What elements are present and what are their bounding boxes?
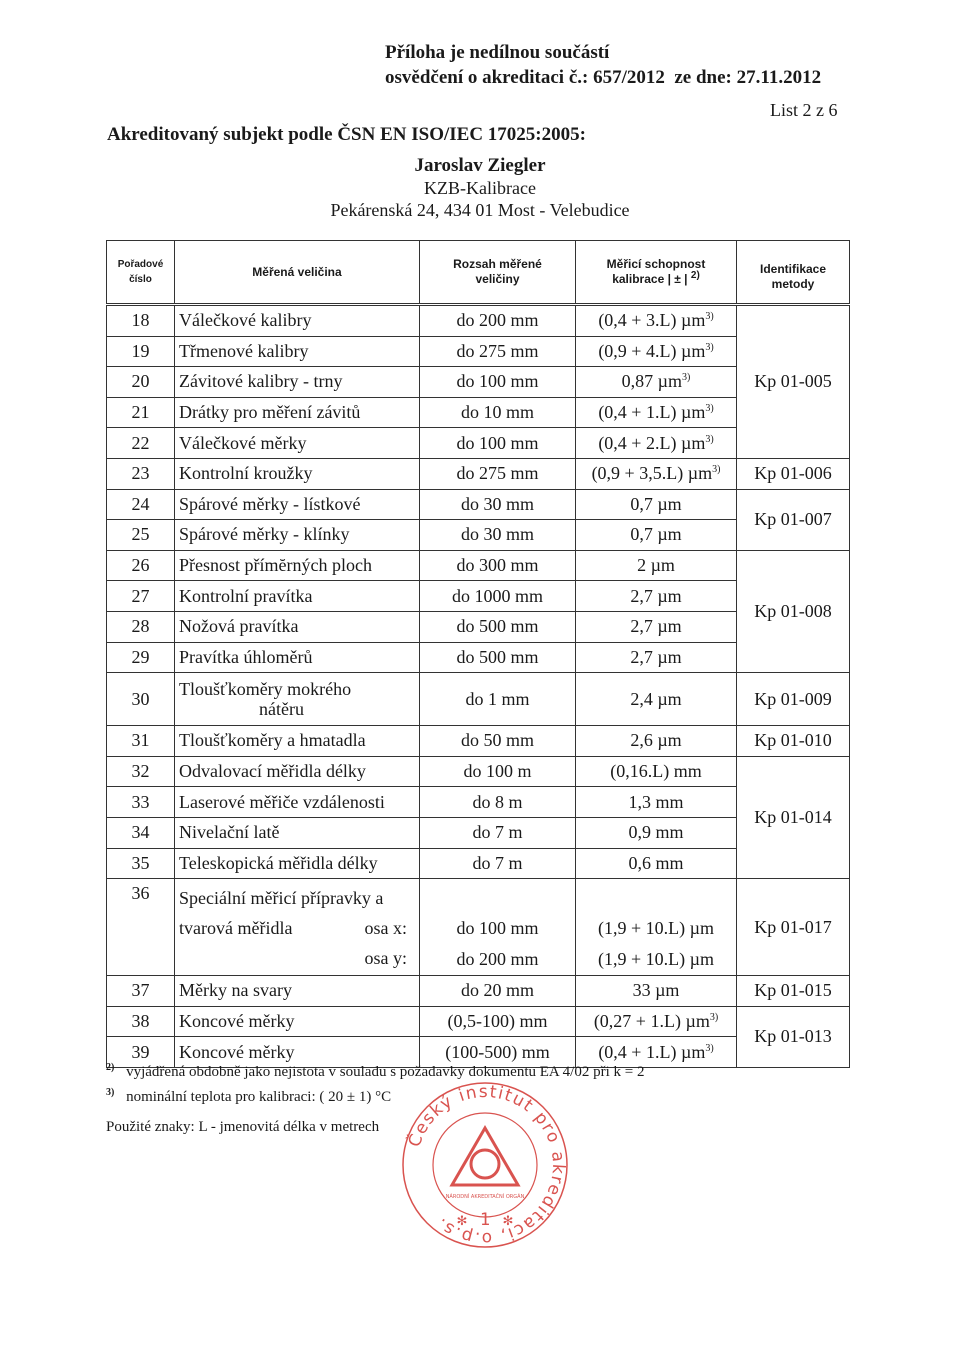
header-capability-sup: 2) bbox=[690, 270, 700, 281]
row-number: 35 bbox=[107, 848, 175, 879]
row-capability bbox=[576, 305, 737, 337]
row-method: Kp 01-008 bbox=[737, 550, 850, 672]
quantity-line-2: nátěru bbox=[259, 699, 304, 720]
company-subtitle: KZB-Kalibrace bbox=[424, 178, 536, 198]
company-name: Jaroslav Ziegler bbox=[414, 155, 546, 176]
row-number: 22 bbox=[107, 428, 175, 459]
row-capability: 2,4 µm bbox=[576, 673, 737, 726]
header-range bbox=[420, 241, 576, 305]
range-y: do 200 mm bbox=[456, 949, 539, 970]
footnote-ref: 3) bbox=[709, 1011, 719, 1023]
row-quantity bbox=[175, 673, 420, 726]
stamp-inner-text: NÁRODNÍ AKREDITAČNÍ ORGÁN bbox=[445, 1194, 525, 1200]
table-row bbox=[107, 305, 850, 337]
header-capability-l1: Měřicí schopnost bbox=[606, 257, 706, 271]
footnote-3 bbox=[106, 1087, 391, 1107]
table-row bbox=[107, 1006, 850, 1037]
row-capability bbox=[576, 367, 737, 398]
row-number: 24 bbox=[107, 489, 175, 520]
row-quantity: Měrky na svary bbox=[175, 976, 420, 1007]
stamp-number: 1 bbox=[479, 1210, 491, 1230]
row-capability bbox=[576, 879, 737, 976]
row-range: do 100 mm bbox=[420, 428, 576, 459]
table-row bbox=[107, 879, 850, 976]
row-range: do 30 mm bbox=[420, 489, 576, 520]
row-number: 36 bbox=[107, 879, 175, 976]
header-method-l2: metody bbox=[771, 277, 815, 291]
row-number: 20 bbox=[107, 367, 175, 398]
row-range: do 275 mm bbox=[420, 336, 576, 367]
row-number: 33 bbox=[107, 787, 175, 818]
row-capability bbox=[576, 1006, 737, 1037]
header-range-l2: veličiny bbox=[475, 272, 520, 286]
axis-x-label: osa x: bbox=[364, 918, 407, 939]
quantity-line-1: Tloušťkoměry mokrého bbox=[179, 679, 352, 700]
footnote-ref: 3) bbox=[682, 372, 691, 384]
row-capability: 2,7 µm bbox=[576, 611, 737, 642]
row-quantity: Tloušťkoměry a hmatadla bbox=[175, 726, 420, 757]
row-quantity: Závitové kalibry - trny bbox=[175, 367, 420, 398]
table-row bbox=[107, 489, 850, 520]
capability-value: (0,27 + 1.L) µm bbox=[593, 1010, 710, 1031]
table-row bbox=[107, 726, 850, 757]
footnote-ref: 3) bbox=[712, 464, 721, 476]
row-quantity bbox=[175, 879, 420, 976]
header-method bbox=[737, 241, 850, 305]
row-quantity: Laserové měřiče vzdálenosti bbox=[175, 787, 420, 818]
row-range: do 100 m bbox=[420, 756, 576, 787]
row-method: Kp 01-015 bbox=[737, 976, 850, 1007]
accreditation-stamp bbox=[400, 1080, 570, 1250]
row-capability bbox=[576, 428, 737, 459]
row-number: 23 bbox=[107, 458, 175, 489]
quantity-line-1: Speciální měřicí přípravky a bbox=[179, 888, 384, 909]
table-row bbox=[107, 673, 850, 726]
row-capability bbox=[576, 458, 737, 489]
row-quantity: Teleskopická měřidla délky bbox=[175, 848, 420, 879]
row-capability: 2 µm bbox=[576, 550, 737, 581]
stamp-ring-text: Český institut pro akreditaci, o.p.s. bbox=[404, 1081, 569, 1249]
symbols-note: Použité znaky: L - jmenovitá délka v metrech bbox=[106, 1119, 380, 1135]
stamp-seal-icon bbox=[400, 1080, 570, 1250]
header-quantity: Měřená veličina bbox=[175, 241, 420, 305]
header-number bbox=[107, 241, 175, 305]
row-number: 19 bbox=[107, 336, 175, 367]
row-number: 18 bbox=[107, 305, 175, 337]
row-capability bbox=[576, 336, 737, 367]
row-quantity: Válečkové měrky bbox=[175, 428, 420, 459]
row-range: do 200 mm bbox=[420, 305, 576, 337]
table-row bbox=[107, 550, 850, 581]
capability-value: 0,87 µm bbox=[621, 371, 683, 392]
row-range: do 20 mm bbox=[420, 976, 576, 1007]
table-row bbox=[107, 756, 850, 787]
capability-value: (0,4 + 1.L) µm bbox=[598, 1041, 706, 1062]
row-method: Kp 01-007 bbox=[737, 489, 850, 550]
row-method: Kp 01-005 bbox=[737, 305, 850, 459]
row-capability bbox=[576, 397, 737, 428]
row-quantity: Koncové měrky bbox=[175, 1037, 420, 1068]
row-capability: (0,16.L) mm bbox=[576, 756, 737, 787]
row-number: 27 bbox=[107, 581, 175, 612]
capability-x: (1,9 + 10.L) µm bbox=[597, 918, 714, 939]
footnote-3-mark: 3) bbox=[106, 1087, 115, 1098]
row-method: Kp 01-013 bbox=[737, 1006, 850, 1067]
capability-value: (0,4 + 3.L) µm bbox=[598, 310, 706, 331]
header-number-l1: Pořadové bbox=[117, 259, 164, 270]
row-range: (0,5-100) mm bbox=[420, 1006, 576, 1037]
row-capability: 2,6 µm bbox=[576, 726, 737, 757]
row-quantity: Válečkové kalibry bbox=[175, 305, 420, 337]
annex-line-1: Příloha je nedílnou součástí bbox=[385, 42, 610, 63]
stamp-star-right-icon: ✻ bbox=[502, 1213, 514, 1228]
capability-value: (0,4 + 2.L) µm bbox=[598, 432, 706, 453]
row-quantity: Nožová pravítka bbox=[175, 611, 420, 642]
row-range: do 10 mm bbox=[420, 397, 576, 428]
calibration-table bbox=[106, 240, 850, 1068]
footnote-ref: 3) bbox=[705, 341, 714, 353]
row-quantity: Spárové měrky - lístkové bbox=[175, 489, 420, 520]
row-number: 25 bbox=[107, 520, 175, 551]
row-quantity: Kontrolní pravítka bbox=[175, 581, 420, 612]
row-range: do 7 m bbox=[420, 817, 576, 848]
capability-value: (0,9 + 3,5.L) µm bbox=[591, 463, 713, 484]
row-quantity: Nivelační latě bbox=[175, 817, 420, 848]
accredited-subject-label: Akreditovaný subjekt podle ČSN EN ISO/IEC 17025:2005: bbox=[107, 124, 586, 145]
row-quantity: Kontrolní kroužky bbox=[175, 458, 420, 489]
row-method: Kp 01-014 bbox=[737, 756, 850, 878]
row-range: do 300 mm bbox=[420, 550, 576, 581]
row-number: 28 bbox=[107, 611, 175, 642]
row-capability: 0,9 mm bbox=[576, 817, 737, 848]
company-address: Pekárenská 24, 434 01 Most - Velebudice bbox=[330, 200, 630, 220]
header-number-l2: číslo bbox=[129, 274, 152, 285]
row-range: (100-500) mm bbox=[420, 1037, 576, 1068]
axis-y-label: osa y: bbox=[364, 948, 407, 969]
row-number: 38 bbox=[107, 1006, 175, 1037]
row-method: Kp 01-006 bbox=[737, 458, 850, 489]
row-capability: 2,7 µm bbox=[576, 581, 737, 612]
footnote-2 bbox=[106, 1062, 644, 1082]
row-capability: 1,3 mm bbox=[576, 787, 737, 818]
annex-line-2: osvědčení o akreditaci č.: 657/2012 ze dne: 27.11.2012 bbox=[385, 67, 822, 88]
header-capability bbox=[576, 241, 737, 305]
row-method: Kp 01-010 bbox=[737, 726, 850, 757]
capability-y: (1,9 + 10.L) µm bbox=[597, 949, 714, 970]
row-number: 26 bbox=[107, 550, 175, 581]
header-method-l1: Identifikace bbox=[759, 262, 827, 276]
row-quantity: Pravítka úhloměrů bbox=[175, 642, 420, 673]
footnote-ref: 3) bbox=[705, 433, 714, 445]
row-range: do 8 m bbox=[420, 787, 576, 818]
row-number: 21 bbox=[107, 397, 175, 428]
table-row bbox=[107, 976, 850, 1007]
table-row bbox=[107, 458, 850, 489]
row-number: 34 bbox=[107, 817, 175, 848]
row-number: 31 bbox=[107, 726, 175, 757]
quantity-line-2: tvarová měřidla bbox=[179, 918, 293, 939]
row-range: do 50 mm bbox=[420, 726, 576, 757]
row-quantity: Spárové měrky - klínky bbox=[175, 520, 420, 551]
capability-value: (0,9 + 4.L) µm bbox=[598, 340, 706, 361]
stamp-star-left-icon: ✻ bbox=[456, 1213, 468, 1228]
header-range-l1: Rozsah měřené bbox=[453, 257, 542, 271]
table-header-row bbox=[107, 241, 850, 305]
row-quantity: Přesnost přímĕrných ploch bbox=[175, 550, 420, 581]
sheet-number: List 2 z 6 bbox=[770, 100, 838, 120]
footnote-2-text: vyjádřená obdobně jako nejistota v souladu s požadavky dokumentu EA 4/02 při k = 2 bbox=[126, 1064, 645, 1080]
row-range: do 30 mm bbox=[420, 520, 576, 551]
row-range: do 100 mm bbox=[420, 367, 576, 398]
row-capability: 33 µm bbox=[576, 976, 737, 1007]
capability-value: (0,4 + 1.L) µm bbox=[598, 402, 706, 423]
row-range: do 275 mm bbox=[420, 458, 576, 489]
row-range: do 1000 mm bbox=[420, 581, 576, 612]
row-method: Kp 01-009 bbox=[737, 673, 850, 726]
range-x: do 100 mm bbox=[456, 918, 539, 939]
row-range bbox=[420, 879, 576, 976]
row-range: do 500 mm bbox=[420, 611, 576, 642]
header-capability-l2: kalibrace | ± | bbox=[612, 272, 688, 286]
footnote-ref: 3) bbox=[705, 403, 714, 415]
row-method: Kp 01-017 bbox=[737, 879, 850, 976]
row-capability: 0,7 µm bbox=[576, 520, 737, 551]
row-number: 37 bbox=[107, 976, 175, 1007]
quantity-line-2-wrap bbox=[179, 913, 415, 943]
row-quantity: Koncové měrky bbox=[175, 1006, 420, 1037]
row-number: 30 bbox=[107, 673, 175, 726]
row-capability: 2,7 µm bbox=[576, 642, 737, 673]
row-quantity: Drátky pro měření závitů bbox=[175, 397, 420, 428]
row-number: 39 bbox=[107, 1037, 175, 1068]
row-quantity: Odvalovací měřidla délky bbox=[175, 756, 420, 787]
footnote-ref: 3) bbox=[705, 311, 714, 323]
footnote-3-text: nominální teplota pro kalibraci: ( 20 ± 1) °C bbox=[126, 1089, 392, 1105]
row-number: 32 bbox=[107, 756, 175, 787]
row-range: do 1 mm bbox=[420, 673, 576, 726]
row-range: do 500 mm bbox=[420, 642, 576, 673]
footnote-ref: 3) bbox=[705, 1042, 714, 1054]
row-range: do 7 m bbox=[420, 848, 576, 879]
row-capability: 0,6 mm bbox=[576, 848, 737, 879]
row-capability: 0,7 µm bbox=[576, 489, 737, 520]
row-number: 29 bbox=[107, 642, 175, 673]
row-quantity: Třmenové kalibry bbox=[175, 336, 420, 367]
footnote-2-mark: 2) bbox=[106, 1062, 115, 1073]
